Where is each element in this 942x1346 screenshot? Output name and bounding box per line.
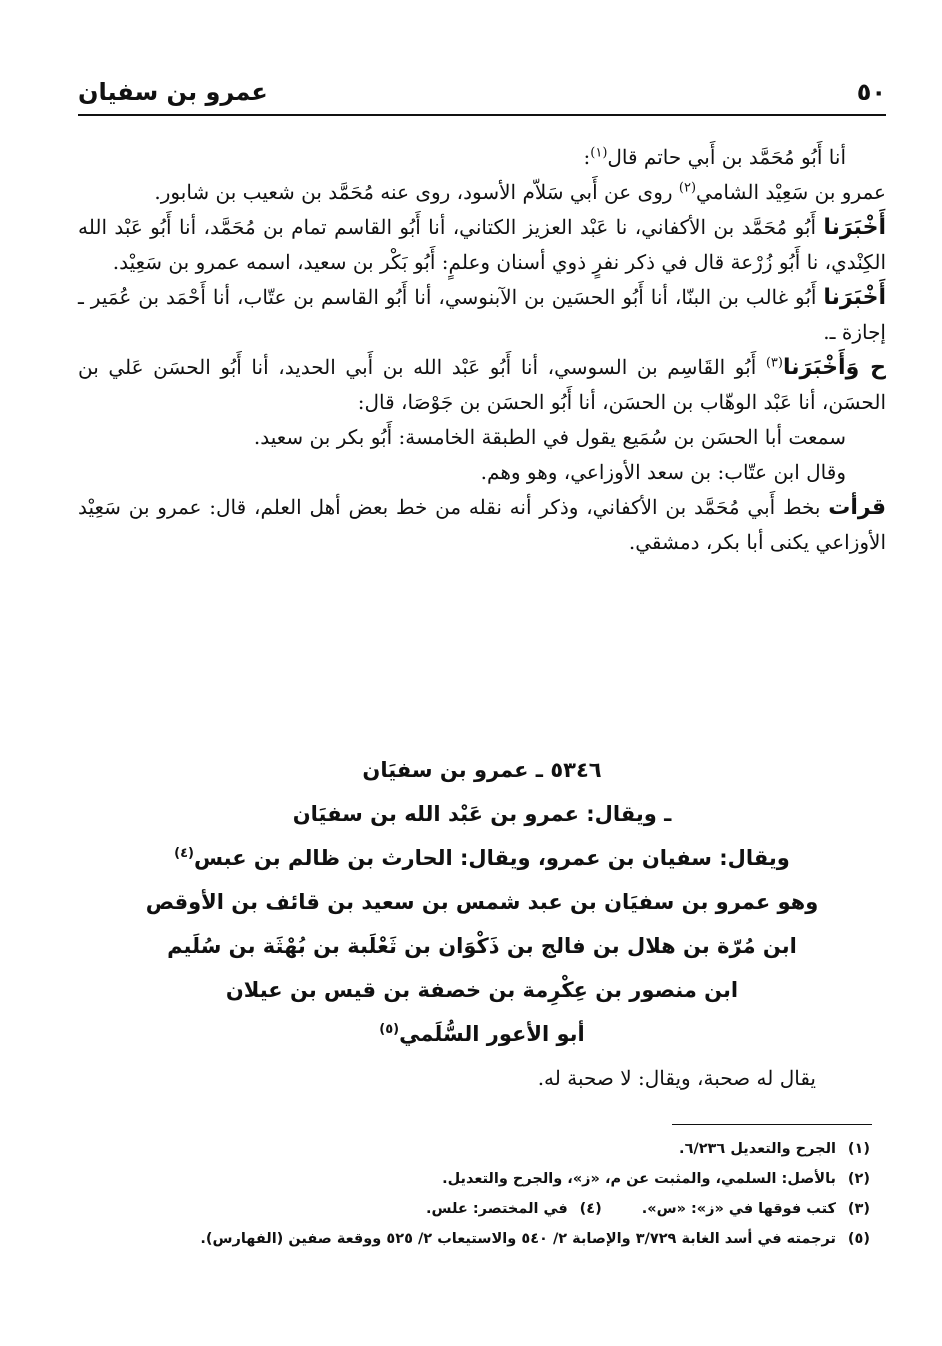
footnotes [78,1134,886,1254]
entry-title-line [78,836,886,880]
paragraph: سمعت أبا الحسَن بن سُمَيع يقول في الطبقة الخامسة: أَبُو بكر بن سعيد. [253,425,846,449]
paragraph-text: روى عن أَبي سَلاّم الأسود، روى عنه مُحَمَّد بن شعيب بن شابور. [154,180,679,204]
footnote [78,1194,870,1224]
footnote-number: (٣) [847,1201,870,1217]
paragraph-text: أنا أَبُو مُحَمَّد بن أَبي حاتم قال [607,145,846,169]
entry-title-line [78,1012,886,1056]
footnote-ref[interactable]: (٤) [174,846,194,861]
entry-heading [78,748,886,1056]
paragraph [78,175,886,210]
paragraph [78,490,886,560]
running-title: عمرو بن سفيان [78,78,268,106]
footnote-text: كتب فوقها في «ز»: «س». [641,1201,836,1217]
paragraph-text: : [583,145,591,169]
entry-title-line: وهو عمرو بن سفيَان بن عبد شمس بن سعيد بن قائف بن الأوقص [145,890,819,914]
paragraph-text: عمرو بن سَعِيْد الشامي [696,180,886,204]
page-number: ٥٠ [856,78,886,106]
entry-number-title: ٥٣٤٦ ـ عمرو بن سفيَان [362,758,602,782]
paragraph [78,350,886,420]
footnote-ref[interactable]: (٣) [765,355,783,371]
footnote-text: بالأصل: السلمي، والمثبت عن م، «ز»، والجرح والتعديل. [442,1171,836,1187]
paragraph [78,280,886,350]
entry-title-text: ويقال: سفيان بن عمرو، ويقال: الحارث بن ظالم بن عبس [193,846,790,870]
paragraph: وقال ابن عتّاب: بن سعد الأوزاعي، وهو وهم. [480,460,846,484]
paragraph-text: أَبُو القَاسِم بن السوسي، أنا أَبُو عَبْد الله بن أَبي الحديد، أنا أَبُو الحسَن عَلي بن الحسَن، أنا عَبْد الوهّاب بن الحسَن، أنا أَبُو الحسَن بن جَوْصَا، قال: [78,355,886,414]
footnote-number: (٢) [847,1171,870,1187]
main-text [78,140,886,560]
paragraph [78,140,886,175]
footnote-text: في المختصر: علس. [426,1201,568,1217]
footnote-number: (٤) [579,1201,602,1217]
keyword-akhbarana: أَخْبَرَنا [823,215,886,240]
paragraph-text: أَبُو غالب بن البنّا، أنا أَبُو الحسَين بن الآبنوسي، أنا أَبُو القاسم بن عتّاب، أنا أَحْمَد بن عُمَير ـ إجازة ـ. [78,285,886,344]
footnote-separator [672,1124,872,1125]
paragraph [78,210,886,280]
page-header [78,74,886,116]
paragraph-text: أَبُو مُحَمَّد بن الأكفاني، نا عَبْد العزيز الكتاني، أنا أَبُو القاسم تمام بن مُحَمَّد، أنا أَبُو عَبْد الله الكِنْدي، نا أَبُو زُرْعة قال في ذكر نفرٍ ذوي أسنان وعلمٍ: أَبُو بَكْر بن سعيد، اسمه عمرو بن سَعِيْد. [78,215,886,274]
footnote-text: الجرح والتعديل ٦/٢٣٦. [679,1141,836,1157]
footnote-number: (١) [847,1141,870,1157]
paragraph-text: بخط أَبي مُحَمَّد بن الأكفاني، وذكر أنه نقله من خط بعض أهل العلم، قال: عمرو بن سَعِيْد الأوزاعي يكنى أبا بكر، دمشقي. [78,495,886,554]
entry-title-line: ابن مُرّة بن هلال بن فالج بن ذَكْوَان بن ثَعْلَبة بن بُهْثَة بن سُلَيم [167,934,797,958]
keyword-akhbarana: أَخْبَرَنا [823,285,886,310]
footnote-text: ترجمته في أسد الغابة ٣/٧٢٩ والإصابة ٢/ ٥٤٠ والاستيعاب ٢/ ٥٢٥ ووقعة صفين (الفهارس). [200,1231,836,1247]
keyword-wa-akhbarana: ح وَأَخْبَرَنا [782,355,886,380]
footnote-number: (٥) [847,1231,870,1247]
footnote [78,1164,870,1194]
entry-title-line: ابن منصور بن عِكْرِمة بن خصفة بن قيس بن عيلان [225,978,739,1002]
footnote [78,1134,870,1164]
footnote-ref[interactable]: (٥) [379,1022,400,1037]
footnote-ref[interactable]: (٢) [678,180,697,196]
entry-title-line: ـ ويقال: عمرو بن عَبْد الله بن سفيَان [292,802,672,826]
footnote-ref[interactable]: (١) [590,145,608,161]
entry-title-text: أبو الأعور السُّلَمي [399,1022,585,1046]
closing-line: يقال له صحبة، ويقال: لا صحبة له. [537,1066,816,1090]
keyword-qaraat: قرأت [828,495,886,520]
footnote [78,1224,870,1254]
